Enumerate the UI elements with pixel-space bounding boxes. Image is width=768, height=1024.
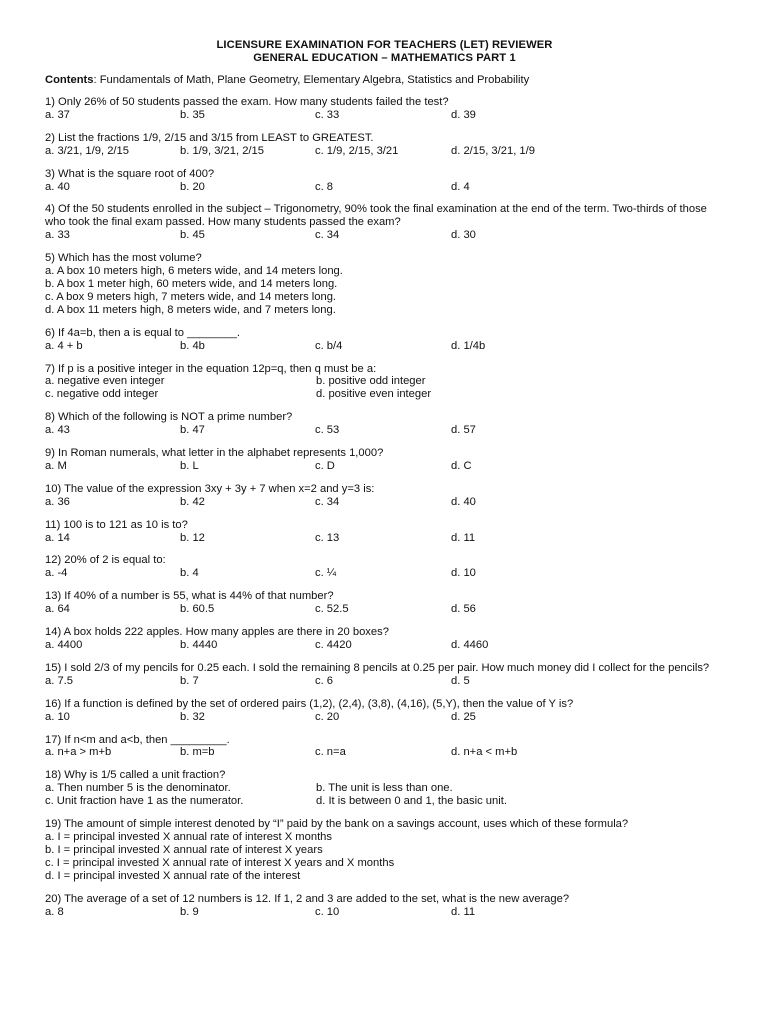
answer-options xyxy=(45,639,724,652)
answer-option: d. 4460 xyxy=(451,639,489,651)
answer-options xyxy=(45,496,724,509)
answer-option: a. 4400 xyxy=(45,639,83,651)
answer-option: d. 10 xyxy=(451,567,476,580)
question-12 xyxy=(45,554,724,580)
answer-option: b. 1/9, 3/21, 2/15 xyxy=(180,144,264,157)
answer-option: b. 60.5 xyxy=(180,603,215,616)
answer-option: a. 7.5 xyxy=(45,674,73,687)
answer-option: a. n+a > m+b xyxy=(45,746,112,759)
answer-option: d. I = principal invested X annual rate of the interest xyxy=(45,869,301,882)
question-stem: 1) Only 26% of 50 students passed the exam. How many students failed the test? xyxy=(45,96,449,108)
answer-option: b. 4 xyxy=(180,567,199,580)
answer-option: a. M xyxy=(45,459,67,472)
answer-option: b. 4b xyxy=(180,339,205,352)
question-stem: 3) What is the square root of 400? xyxy=(45,167,215,180)
answer-option: a. 40 xyxy=(45,180,70,193)
answer-options xyxy=(45,782,724,808)
question-3 xyxy=(45,168,724,194)
question-19 xyxy=(45,818,724,883)
contents-text: : Fundamentals of Math, Plane Geometry, Elementary Algebra, Statistics and Probability xyxy=(93,74,530,86)
question-20 xyxy=(45,893,724,919)
question-13 xyxy=(45,590,724,616)
question-17 xyxy=(45,734,724,760)
question-14 xyxy=(45,626,724,652)
answer-option: a. 3/21, 1/9, 2/15 xyxy=(45,144,129,157)
question-10 xyxy=(45,483,724,509)
answer-option: b. L xyxy=(180,459,199,472)
answer-option: c. 34 xyxy=(315,495,340,508)
question-stem: 10) The value of the expression 3xy + 3y + 7 when x=2 and y=3 is: xyxy=(45,482,375,495)
answer-option: d. n+a < m+b xyxy=(451,746,518,759)
question-8 xyxy=(45,411,724,437)
answer-option: a. negative even integer xyxy=(45,375,165,388)
answer-option: a. 64 xyxy=(45,603,70,616)
answer-option: c. 10 xyxy=(315,905,340,918)
answer-option: b. 12 xyxy=(180,531,205,544)
answer-option: b. 47 xyxy=(180,424,205,437)
question-stem: 18) Why is 1/5 called a unit fraction? xyxy=(45,769,226,782)
answer-options xyxy=(45,831,724,883)
answer-option: a. -4 xyxy=(45,567,68,580)
answer-options xyxy=(45,711,724,724)
answer-option: b. 35 xyxy=(180,108,205,121)
answer-option: a. 37 xyxy=(45,108,70,121)
answer-option: a. 10 xyxy=(45,710,70,723)
question-stem: 13) If 40% of a number is 55, what is 44% of that number? xyxy=(45,590,334,603)
question-1 xyxy=(45,96,724,122)
answer-option: a. 8 xyxy=(45,905,64,918)
question-7 xyxy=(45,363,724,402)
answer-option: b. 32 xyxy=(180,710,205,723)
answer-option: b. 9 xyxy=(180,905,199,918)
question-stem: 15) I sold 2/3 of my pencils for 0.25 each. I sold the remaining 8 pencils at 0.25 per pair. How much money did I collect for the pencils? xyxy=(45,661,710,674)
answer-option: c. 33 xyxy=(315,108,340,121)
contents-line xyxy=(45,74,724,87)
question-stem: 9) In Roman numerals, what letter in the alphabet represents 1,000? xyxy=(45,447,384,460)
answer-option: d. 1/4b xyxy=(451,339,486,352)
answer-option: c. 20 xyxy=(315,710,340,723)
answer-option: a. 14 xyxy=(45,531,70,544)
question-18 xyxy=(45,769,724,808)
answer-options xyxy=(45,340,724,353)
answer-options xyxy=(45,532,724,545)
answer-option: a. 43 xyxy=(45,424,70,437)
answer-option: c. 4420 xyxy=(315,639,352,651)
answer-option: c. Unit fraction have 1 as the numerator. xyxy=(45,795,244,808)
answer-option: a. A box 10 meters high, 6 meters wide, and 14 meters long. xyxy=(45,265,343,278)
answer-option: b. m=b xyxy=(180,746,215,759)
answer-option: a. Then number 5 is the denominator. xyxy=(45,782,231,795)
answer-option: a. 36 xyxy=(45,495,70,508)
answer-option: b. A box 1 meter high, 60 meters wide, and 14 meters long. xyxy=(45,277,338,290)
document-title: LICENSURE EXAMINATION FOR TEACHERS (LET) REVIEWER xyxy=(216,39,553,51)
answer-option: c. D xyxy=(315,459,335,472)
answer-option: b. 4440 xyxy=(180,639,218,651)
answer-options xyxy=(45,906,724,919)
answer-option: c. 34 xyxy=(315,229,340,242)
answer-option: c. 52.5 xyxy=(315,603,349,616)
question-stem: 8) Which of the following is NOT a prime number? xyxy=(45,411,293,424)
answer-option: c. b/4 xyxy=(315,339,343,352)
answer-option: d. 25 xyxy=(451,710,476,723)
answer-option: c. 13 xyxy=(315,531,340,544)
question-stem: 12) 20% of 2 is equal to: xyxy=(45,554,166,567)
answer-option: c. negative odd integer xyxy=(45,388,159,401)
answer-option: d. positive even integer xyxy=(316,388,432,401)
answer-option: d. 11 xyxy=(451,905,476,918)
answer-option: d. 40 xyxy=(451,495,476,508)
answer-option: b. I = principal invested X annual rate of interest X years xyxy=(45,843,323,856)
answer-option: b. positive odd integer xyxy=(316,375,426,388)
answer-options xyxy=(45,181,724,194)
answer-option: b. 42 xyxy=(180,495,205,508)
answer-option: a. 33 xyxy=(45,229,70,242)
question-stem: 16) If a function is defined by the set of ordered pairs (1,2), (2,4), (3,8), (4,16), (5,Y), then the value of Y is? xyxy=(45,697,574,710)
answer-option: b. The unit is less than one. xyxy=(316,782,453,795)
document-subtitle: GENERAL EDUCATION – MATHEMATICS PART 1 xyxy=(253,52,516,64)
answer-option: d. 5 xyxy=(451,674,470,687)
answer-options xyxy=(45,375,724,401)
answer-option: c. 6 xyxy=(315,674,334,687)
answer-option: c. 8 xyxy=(315,180,334,193)
question-stem: 20) The average of a set of 12 numbers is 12. If 1, 2 and 3 are added to the set, what is the new average? xyxy=(45,892,570,905)
answer-option: c. A box 9 meters high, 7 meters wide, and 14 meters long. xyxy=(45,290,337,303)
question-4 xyxy=(45,203,724,242)
question-list xyxy=(45,96,724,918)
question-6 xyxy=(45,327,724,353)
question-16 xyxy=(45,698,724,724)
question-2 xyxy=(45,132,724,158)
question-stem: 4) Of the 50 students enrolled in the subject – Trigonometry, 90% took the final examination at the end of the term. Two-thirds of those who took the final exam passed. How many students passed the exam? xyxy=(45,203,707,229)
answer-options xyxy=(45,145,724,158)
answer-options xyxy=(45,567,724,580)
question-9 xyxy=(45,447,724,473)
answer-option: d. 57 xyxy=(451,424,476,437)
question-5 xyxy=(45,252,724,317)
question-stem: 2) List the fractions 1/9, 2/15 and 3/15 from LEAST to GREATEST. xyxy=(45,131,374,144)
question-stem: 19) The amount of simple interest denoted by “I” paid by the bank on a savings account, uses which of these formula? xyxy=(45,818,629,831)
contents-label: Contents xyxy=(45,74,94,86)
question-11 xyxy=(45,519,724,545)
answer-option: d. 2/15, 3/21, 1/9 xyxy=(451,144,535,157)
answer-option: d. C xyxy=(451,459,472,472)
answer-option: b. 7 xyxy=(180,674,199,687)
answer-options xyxy=(45,675,724,688)
question-stem: 11) 100 is to 121 as 10 is to? xyxy=(45,518,188,531)
question-stem: 7) If p is a positive integer in the equation 12p=q, then q must be a: xyxy=(45,362,377,375)
question-stem: 5) Which has the most volume? xyxy=(45,252,202,265)
answer-option: d. 56 xyxy=(451,603,476,616)
answer-option: c. n=a xyxy=(315,746,346,759)
answer-options xyxy=(45,460,724,473)
answer-options xyxy=(45,603,724,616)
answer-options xyxy=(45,109,724,122)
answer-options xyxy=(45,229,724,242)
answer-options xyxy=(45,746,724,759)
answer-option: d. It is between 0 and 1, the basic unit. xyxy=(316,795,507,808)
answer-option: b. 20 xyxy=(180,180,205,193)
answer-option: d. 30 xyxy=(451,229,476,242)
answer-option: a. 4 + b xyxy=(45,339,83,352)
question-stem: 14) A box holds 222 apples. How many apples are there in 20 boxes? xyxy=(45,626,389,639)
answer-option: d. 4 xyxy=(451,180,470,193)
answer-options xyxy=(45,265,724,317)
question-stem: 17) If n<m and a<b, then _________. xyxy=(45,733,230,746)
question-stem: 6) If 4a=b, then a is equal to ________. xyxy=(45,326,241,339)
answer-option: d. 39 xyxy=(451,108,476,121)
answer-option: c. 1/9, 2/15, 3/21 xyxy=(315,144,399,157)
answer-option: c. ¼ xyxy=(315,567,337,580)
document-header xyxy=(45,39,724,65)
answer-option: d. A box 11 meters high, 8 meters wide, and 7 meters long. xyxy=(45,303,336,316)
question-15 xyxy=(45,662,724,688)
answer-option: c. I = principal invested X annual rate of interest X years and X months xyxy=(45,856,395,869)
answer-option: b. 45 xyxy=(180,229,205,242)
answer-option: d. 11 xyxy=(451,531,476,544)
answer-option: a. I = principal invested X annual rate of interest X months xyxy=(45,830,332,843)
answer-options xyxy=(45,424,724,437)
answer-option: c. 53 xyxy=(315,424,340,437)
